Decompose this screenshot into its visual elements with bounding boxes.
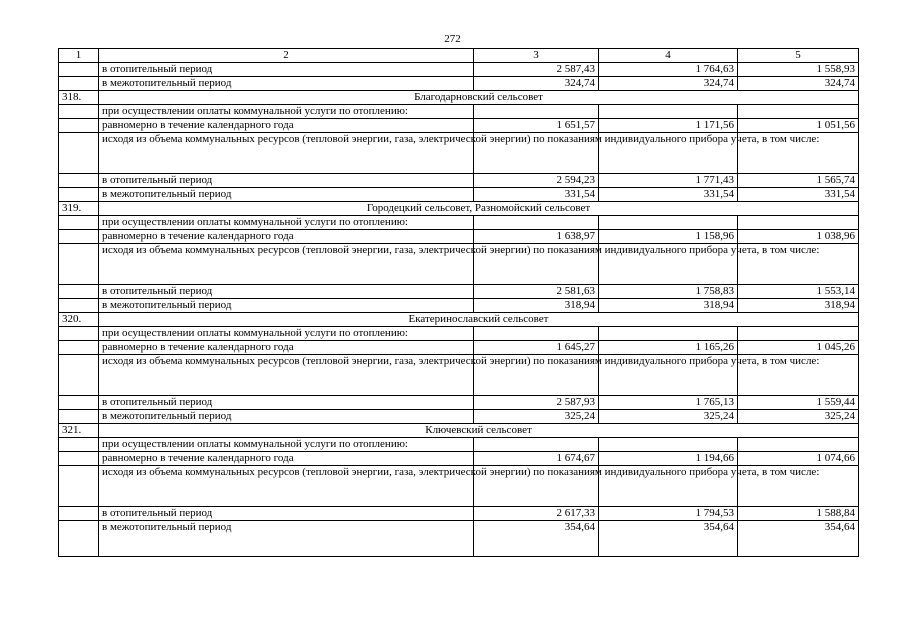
table-row xyxy=(59,105,859,119)
row-num xyxy=(59,396,99,410)
row-label: исходя из объема коммунальных ресурсов (тепловой энергии, газа, электрической энергии) по показаниям индивидуального прибора учета, в том числе: xyxy=(99,244,474,285)
value-col-3: 2 587,93 xyxy=(474,396,599,410)
table-row xyxy=(59,327,859,341)
row-label: в межотопительный период xyxy=(99,188,474,202)
row-label: исходя из объема коммунальных ресурсов (тепловой энергии, газа, электрической энергии) по показаниям индивидуального прибора учета, в том числе: xyxy=(99,466,474,507)
row-label: равномерно в течение календарного года xyxy=(99,230,474,244)
row-num xyxy=(59,63,99,77)
value-col-4: 1 794,53 xyxy=(599,507,738,521)
row-num xyxy=(59,105,99,119)
row-num xyxy=(59,230,99,244)
table-row xyxy=(59,396,859,410)
value-col-5 xyxy=(738,216,859,230)
value-col-3: 318,94 xyxy=(474,299,599,313)
table-row xyxy=(59,133,859,174)
value-col-4: 1 771,43 xyxy=(599,174,738,188)
value-col-4: 1 758,83 xyxy=(599,285,738,299)
row-label: в отопительный период xyxy=(99,63,474,77)
row-num xyxy=(59,452,99,466)
value-col-3: 331,54 xyxy=(474,188,599,202)
page-number: 272 xyxy=(444,33,461,45)
value-col-5: 1 051,56 xyxy=(738,119,859,133)
header-col-5: 5 xyxy=(738,49,859,63)
row-num xyxy=(59,410,99,424)
value-col-5: 1 565,74 xyxy=(738,174,859,188)
table-row xyxy=(59,174,859,188)
value-col-3: 2 617,33 xyxy=(474,507,599,521)
row-num xyxy=(59,466,99,507)
row-num xyxy=(59,119,99,133)
value-col-3: 354,64 xyxy=(474,521,599,557)
value-col-4: 325,24 xyxy=(599,410,738,424)
table-row xyxy=(59,77,859,91)
row-label: в межотопительный период xyxy=(99,410,474,424)
value-col-5: 1 588,84 xyxy=(738,507,859,521)
table-row xyxy=(59,438,859,452)
section-heading-row xyxy=(59,91,859,105)
table-row xyxy=(59,63,859,77)
value-col-5: 318,94 xyxy=(738,299,859,313)
value-col-5: 331,54 xyxy=(738,188,859,202)
value-col-5 xyxy=(738,105,859,119)
row-num xyxy=(59,341,99,355)
row-label: в межотопительный период xyxy=(99,299,474,313)
row-label: в отопительный период xyxy=(99,507,474,521)
section-name: Городецкий сельсовет, Разномойский сельсовет xyxy=(99,202,859,216)
value-col-4 xyxy=(599,327,738,341)
header-col-1: 1 xyxy=(59,49,99,63)
value-col-4: 1 194,66 xyxy=(599,452,738,466)
row-label: в отопительный период xyxy=(99,396,474,410)
value-col-4: 1 171,56 xyxy=(599,119,738,133)
row-num xyxy=(59,521,99,557)
section-number: 320. xyxy=(59,313,99,327)
tariff-table xyxy=(58,48,859,557)
value-col-4 xyxy=(599,438,738,452)
value-col-3: 1 645,27 xyxy=(474,341,599,355)
table-row xyxy=(59,466,859,507)
row-num xyxy=(59,216,99,230)
table-row xyxy=(59,452,859,466)
value-col-3: 325,24 xyxy=(474,410,599,424)
table-row xyxy=(59,285,859,299)
row-num xyxy=(59,285,99,299)
section-name: Благодарновский сельсовет xyxy=(99,91,859,105)
row-label: при осуществлении оплаты коммунальной услуги по отоплению: xyxy=(99,105,474,119)
table-row xyxy=(59,410,859,424)
table-row xyxy=(59,355,859,396)
table-row xyxy=(59,188,859,202)
value-col-5 xyxy=(738,327,859,341)
value-col-5: 1 074,66 xyxy=(738,452,859,466)
value-col-4: 1 158,96 xyxy=(599,230,738,244)
value-col-4: 1 764,63 xyxy=(599,63,738,77)
value-col-4: 318,94 xyxy=(599,299,738,313)
header-col-3: 3 xyxy=(474,49,599,63)
value-col-5: 354,64 xyxy=(738,521,859,557)
section-heading-row xyxy=(59,424,859,438)
row-num xyxy=(59,133,99,174)
row-label: в межотопительный период xyxy=(99,77,474,91)
section-number: 319. xyxy=(59,202,99,216)
row-num xyxy=(59,299,99,313)
row-label: исходя из объема коммунальных ресурсов (тепловой энергии, газа, электрической энергии) по показаниям индивидуального прибора учета, в том числе: xyxy=(99,133,474,174)
value-col-3: 2 581,63 xyxy=(474,285,599,299)
row-num xyxy=(59,174,99,188)
value-col-5: 325,24 xyxy=(738,410,859,424)
value-col-3: 2 594,23 xyxy=(474,174,599,188)
header-col-4: 4 xyxy=(599,49,738,63)
value-col-4 xyxy=(599,105,738,119)
table-row xyxy=(59,521,859,557)
row-label: в отопительный период xyxy=(99,285,474,299)
section-heading-row xyxy=(59,313,859,327)
value-col-5: 1 558,93 xyxy=(738,63,859,77)
table-row xyxy=(59,119,859,133)
row-label: равномерно в течение календарного года xyxy=(99,119,474,133)
value-col-5: 1 038,96 xyxy=(738,230,859,244)
row-label: в отопительный период xyxy=(99,174,474,188)
value-col-3 xyxy=(474,438,599,452)
value-col-3: 1 674,67 xyxy=(474,452,599,466)
row-num xyxy=(59,507,99,521)
value-col-3: 1 638,97 xyxy=(474,230,599,244)
section-heading-row xyxy=(59,202,859,216)
value-col-4: 1 165,26 xyxy=(599,341,738,355)
row-label: при осуществлении оплаты коммунальной услуги по отоплению: xyxy=(99,438,474,452)
row-num xyxy=(59,355,99,396)
value-col-4: 324,74 xyxy=(599,77,738,91)
row-num xyxy=(59,244,99,285)
value-col-5: 1 553,14 xyxy=(738,285,859,299)
table-row xyxy=(59,216,859,230)
value-col-3 xyxy=(474,327,599,341)
table-row xyxy=(59,230,859,244)
table-row xyxy=(59,341,859,355)
section-name: Екатеринославский сельсовет xyxy=(99,313,859,327)
header-col-2: 2 xyxy=(99,49,474,63)
row-label: в межотопительный период xyxy=(99,521,474,557)
table-row xyxy=(59,244,859,285)
row-label: равномерно в течение календарного года xyxy=(99,341,474,355)
row-label: при осуществлении оплаты коммунальной услуги по отоплению: xyxy=(99,216,474,230)
value-col-3: 2 587,43 xyxy=(474,63,599,77)
section-number: 321. xyxy=(59,424,99,438)
section-number: 318. xyxy=(59,91,99,105)
value-col-5: 324,74 xyxy=(738,77,859,91)
value-col-3: 324,74 xyxy=(474,77,599,91)
value-col-5 xyxy=(738,438,859,452)
row-label: исходя из объема коммунальных ресурсов (тепловой энергии, газа, электрической энергии) по показаниям индивидуального прибора учета, в том числе: xyxy=(99,355,474,396)
row-num xyxy=(59,188,99,202)
value-col-4: 1 765,13 xyxy=(599,396,738,410)
row-label: равномерно в течение календарного года xyxy=(99,452,474,466)
value-col-3 xyxy=(474,216,599,230)
row-num xyxy=(59,77,99,91)
value-col-4: 331,54 xyxy=(599,188,738,202)
section-name: Ключевский сельсовет xyxy=(99,424,859,438)
header-row xyxy=(59,49,859,63)
row-num xyxy=(59,438,99,452)
table-row xyxy=(59,299,859,313)
value-col-3 xyxy=(474,105,599,119)
table-row xyxy=(59,507,859,521)
value-col-4: 354,64 xyxy=(599,521,738,557)
row-num xyxy=(59,327,99,341)
value-col-4 xyxy=(599,216,738,230)
value-col-3: 1 651,57 xyxy=(474,119,599,133)
value-col-5: 1 045,26 xyxy=(738,341,859,355)
row-label: при осуществлении оплаты коммунальной услуги по отоплению: xyxy=(99,327,474,341)
value-col-5: 1 559,44 xyxy=(738,396,859,410)
